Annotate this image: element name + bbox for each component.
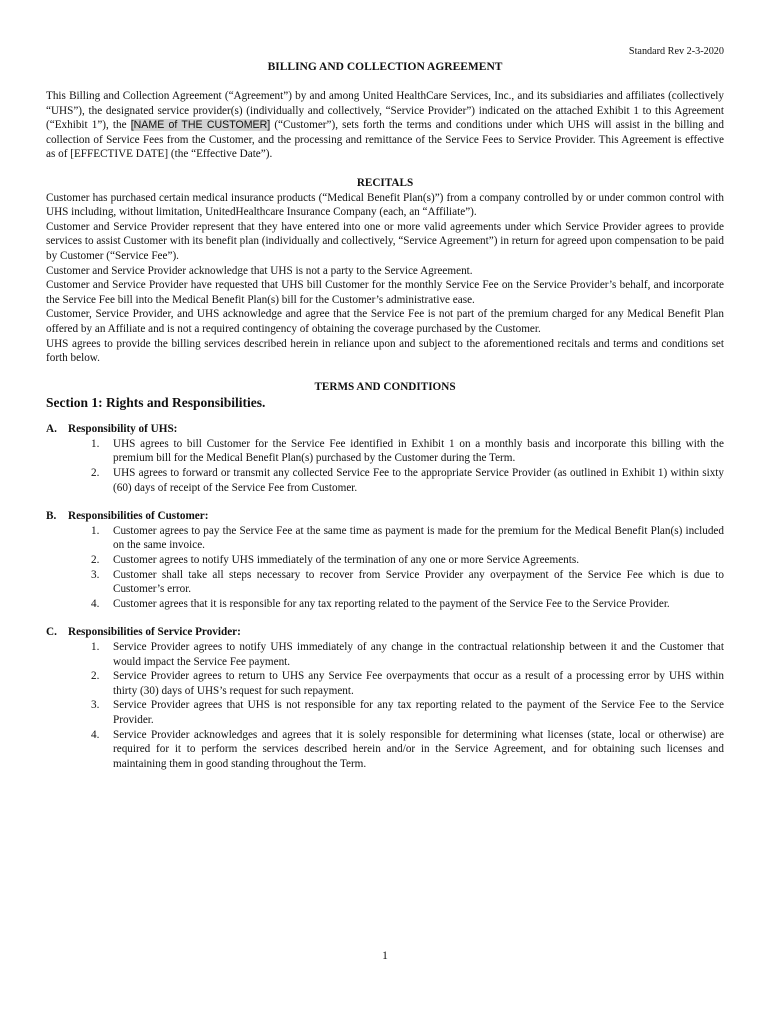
page-number: 1 [382,950,388,962]
list-item [91,728,724,772]
subsection-title: Responsibilities of Service Provider: [68,626,241,639]
list-item [91,524,724,553]
subsection-letter: A. [46,423,57,436]
item-text: Customer agrees that it is responsible for any tax reporting related to the payment of the Service Fee to the Service Provider. [113,597,670,610]
subsection-letter: C. [46,626,57,639]
recital-paragraph: Customer and Service Provider represent that they have entered into one or more valid agreements under which Service Provider agrees to provide services to assist Customer with its benefit plan (individually and collectively, “Service Agreement”) in return for agreed upon compensation to be paid by Customer (“Service Fee”). [46,220,724,262]
item-number: 3. [91,699,100,712]
list-item [91,568,724,597]
item-text: Customer shall take all steps necessary to recover from Service Provider any overpayment of the Service Fee which is due to Customer’s error. [113,568,724,596]
revision-label: Standard Rev 2-3-2020 [628,46,724,57]
list-item [91,669,724,698]
recitals-heading: RECITALS [356,176,414,189]
item-text: UHS agrees to bill Customer for the Service Fee identified in Exhibit 1 on a monthly basis and incorporate this billing with the premium bill for the Medical Benefit Plan(s) purchased by the Customer during the Term. [113,437,724,465]
intro-text-1: This Billing and Collection Agreement (“Agreement”) by and among United HealthCare Services, Inc., and its subsidiaries and affiliates (collectively “UHS”), the designated service provider(s) (individually and collectively, “Service Provider”) indicated on the attached Exhibit 1 to this Agreement (“Exhibit 1”), the [46,90,724,132]
list-item [91,597,724,612]
item-number: 1. [91,641,100,653]
subsection-b-list [46,524,724,612]
item-number: 1. [91,524,100,537]
intro-text-2: (“Customer”), sets forth the terms and conditions under which UHS will assist in the billing and collection of Service Fees from the Customer, and the processing and remittance of the Service Fees to Service Provider. This Agreement is effective as of [EFFECTIVE DATE] (the “Effective Date”). [46,119,724,161]
item-number: 1. [91,437,100,450]
item-text: Service Provider agrees to return to UHS any Service Fee overpayments that occur as a result of a processing error by UHS within thirty (30) days of UHS’s request for such repayment. [113,670,724,697]
list-item [91,466,724,495]
item-number: 4. [91,728,100,741]
subsection-a-heading [46,422,724,437]
subsection-title: Responsibility of UHS: [68,423,178,436]
item-text: Service Provider acknowledges and agrees that it is solely responsible for determining what licenses (state, local or otherwise) are required for it to perform the services described herein and/or in the Service Agreement, and for obtaining such licenses and maintaining them in good standing throughout the Term. [113,728,724,770]
subsection-letter: B. [46,510,57,523]
recital-paragraph: UHS agrees to provide the billing services described herein in reliance upon and subject to the aforementioned recitals and terms and conditions set forth below. [46,337,724,365]
item-number: 2. [91,467,100,480]
recital-paragraph: Customer and Service Provider acknowledge that UHS is not a party to the Service Agreement. [46,264,473,277]
recital-paragraph: Customer and Service Provider have requested that UHS bill Customer for the monthly Service Fee on the Service Provider’s behalf, and incorporate the Service Fee bill into the Medical Benefit Plan(s) bill for the Customer’s administrative ease. [46,279,724,306]
list-item [91,640,724,669]
subsection-c-heading [46,625,724,640]
customer-name-placeholder[interactable]: [NAME of THE CUSTOMER] [130,119,271,132]
terms-heading: TERMS AND CONDITIONS [314,380,456,393]
recital-paragraph: Customer has purchased certain medical insurance products (“Medical Benefit Plan(s)”) from a company controlled by or under common control with UHS including, without limitation, UnitedHealthcare Insurance Company (each, an “Affiliate”). [46,191,724,219]
recital-paragraph: Customer, Service Provider, and UHS acknowledge and agree that the Service Fee is not part of the premium charged for any Medical Benefit Plan offered by an Affiliate and is not a required contingency of obtaining the coverage purchased by the Customer. [46,308,724,335]
list-item [91,553,724,568]
item-number: 2. [91,670,100,683]
subsection-a-list [46,437,724,495]
intro-paragraph [46,89,724,162]
document-body [46,89,724,771]
subsection-b-heading [46,509,724,524]
item-number: 4. [91,597,100,610]
item-text: Service Provider agrees to notify UHS immediately of any change in the contractual relationship between it and the Customer that would impact the Service Fee payment. [113,641,724,668]
list-item [91,698,724,727]
item-number: 2. [91,554,100,567]
item-text: UHS agrees to forward or transmit any collected Service Fee to the appropriate Service Provider (as outlined in Exhibit 1) within sixty (60) days of receipt of the Service Fee from Customer. [113,467,724,494]
item-number: 3. [91,568,100,581]
subsection-c-list [46,640,724,771]
subsection-title: Responsibilities of Customer: [68,510,209,523]
item-text: Customer agrees to pay the Service Fee at the same time as payment is made for the premium for the Medical Benefit Plan(s) included on the same invoice. [113,524,724,552]
item-text: Customer agrees to notify UHS immediately of the termination of any one or more Service Agreements. [113,554,580,567]
document-title: BILLING AND COLLECTION AGREEMENT [267,61,503,73]
item-text: Service Provider agrees that UHS is not responsible for any tax reporting related to the payment of the Service Fee to the Service Provider. [113,699,724,726]
list-item [91,437,724,466]
section-1-title: Section 1: Rights and Responsibilities. [46,395,266,411]
